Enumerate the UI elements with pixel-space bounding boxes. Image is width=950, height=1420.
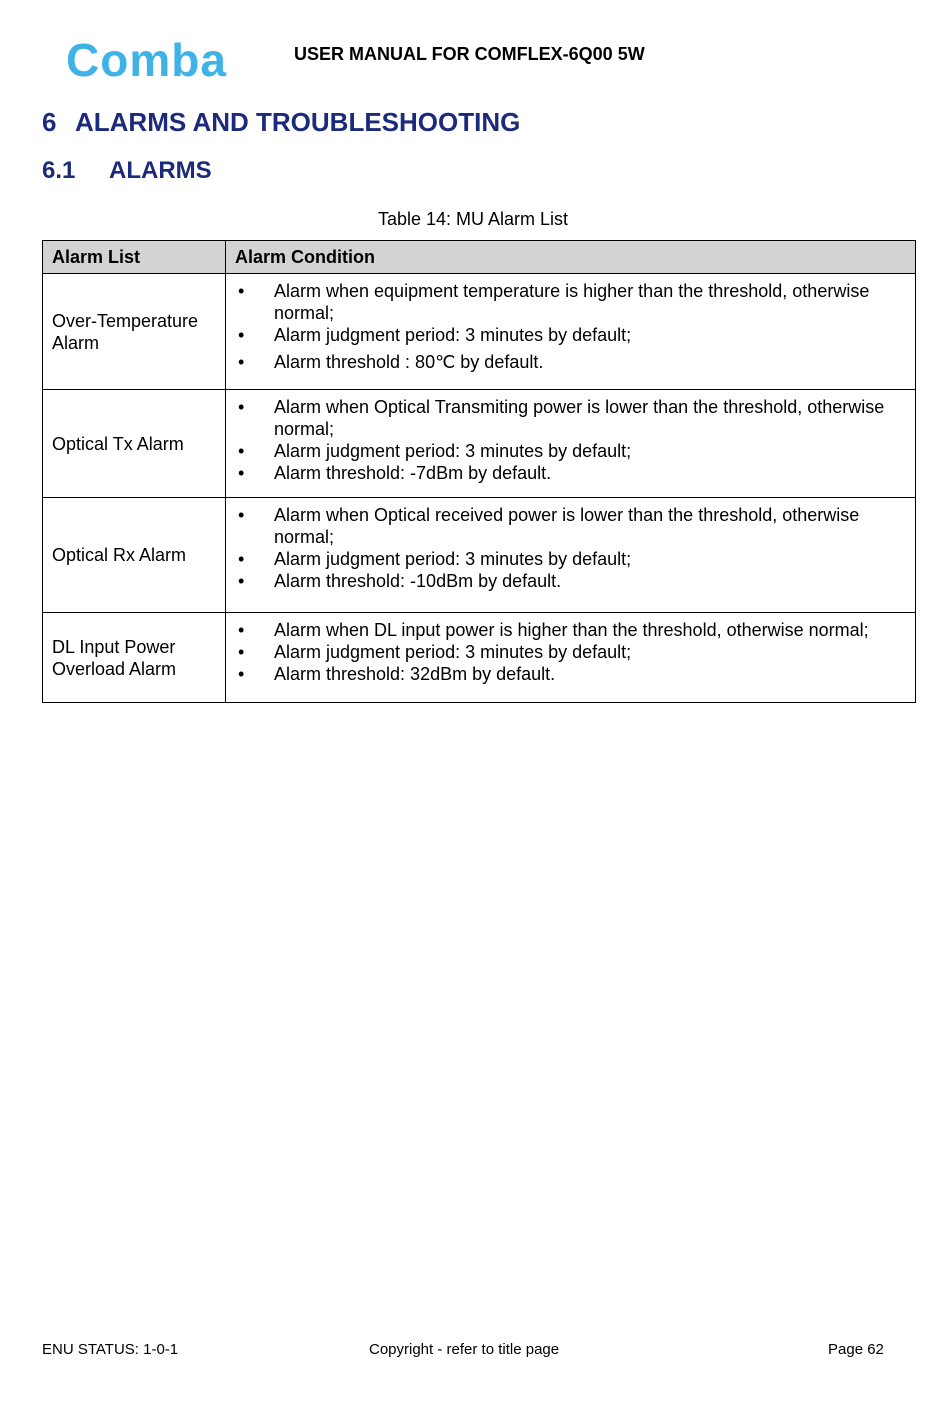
alarm-name: Over-Temperature Alarm: [43, 274, 226, 390]
column-header-alarm-condition: Alarm Condition: [226, 241, 916, 274]
document-title: USER MANUAL FOR COMFLEX-6Q00 5W: [294, 44, 645, 64]
condition-item: • Alarm threshold: 32dBm by default.: [235, 663, 906, 685]
condition-list: [235, 619, 906, 685]
alarm-condition: [226, 498, 916, 613]
condition-item: • Alarm when DL input power is higher than the threshold, otherwise normal;: [235, 619, 906, 641]
footer-copyright: Copyright - refer to title page: [369, 1341, 560, 1358]
table-row: [43, 613, 916, 703]
alarm-name: DL Input Power Overload Alarm: [43, 613, 226, 703]
condition-list: [235, 504, 906, 592]
subsection-number: 6.1: [42, 157, 76, 184]
column-header-alarm-list: Alarm List: [43, 241, 226, 274]
condition-item: • Alarm judgment period: 3 minutes by default;: [235, 641, 906, 663]
footer-page-number: Page 62: [828, 1341, 884, 1358]
table-row: [43, 274, 916, 390]
section-heading: [42, 106, 520, 138]
alarm-name: Optical Tx Alarm: [43, 390, 226, 498]
condition-item: • Alarm when Optical Transmiting power is lower than the threshold, otherwise normal;: [235, 396, 906, 440]
table-caption: Table 14: MU Alarm List: [377, 209, 569, 229]
condition-item: • Alarm threshold: -7dBm by default.: [235, 462, 906, 484]
alarm-table: [42, 240, 916, 703]
condition-item: • Alarm judgment period: 3 minutes by default;: [235, 440, 906, 462]
table-header-row: [43, 241, 916, 274]
alarm-name: Optical Rx Alarm: [43, 498, 226, 613]
condition-item: • Alarm threshold: -10dBm by default.: [235, 570, 906, 592]
condition-item: • Alarm when equipment temperature is higher than the threshold, otherwise normal;: [235, 280, 906, 324]
subsection-title: ALARMS: [109, 157, 212, 184]
alarm-condition: [226, 274, 916, 390]
section-title: ALARMS AND TROUBLESHOOTING: [75, 107, 521, 137]
alarm-condition: [226, 390, 916, 498]
condition-item: • Alarm when Optical received power is lower than the threshold, otherwise normal;: [235, 504, 906, 548]
condition-list: [235, 280, 906, 373]
footer-status: ENU STATUS: 1-0-1: [42, 1341, 179, 1358]
comba-logo: Comba: [66, 34, 227, 86]
alarm-condition: [226, 613, 916, 703]
table-row: [43, 498, 916, 613]
table-row: [43, 390, 916, 498]
section-number: 6: [42, 107, 57, 137]
condition-item: • Alarm judgment period: 3 minutes by default;: [235, 324, 906, 346]
condition-list: [235, 396, 906, 484]
condition-item: • Alarm judgment period: 3 minutes by default;: [235, 548, 906, 570]
condition-item: • Alarm threshold : 80℃ by default.: [235, 351, 906, 373]
subsection-heading: [42, 156, 212, 186]
